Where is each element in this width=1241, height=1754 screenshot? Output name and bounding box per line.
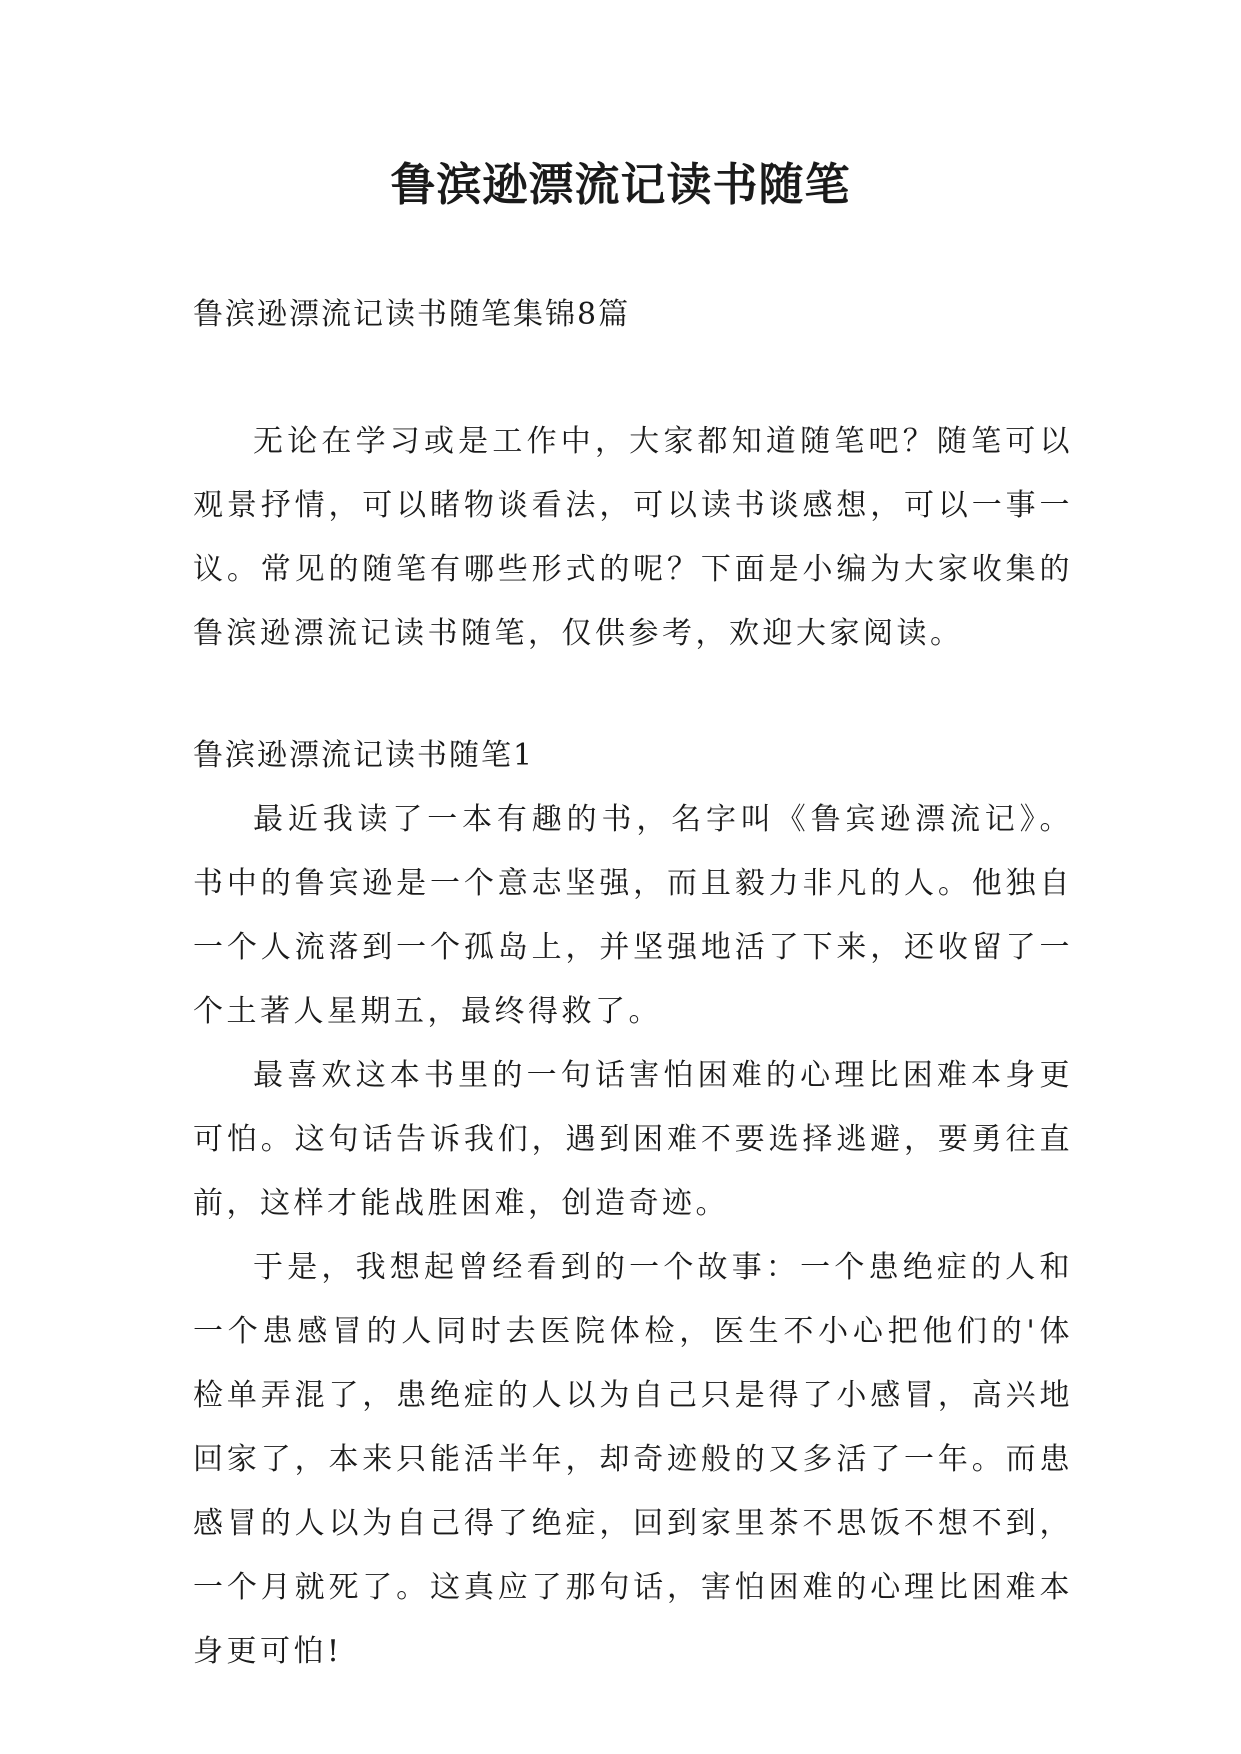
- document-body: [193, 280, 1073, 1684]
- intro-paragraph: 无论在学习或是工作中，大家都知道随笔吧？随笔可以观景抒情，可以睹物谈看法，可以读书谈感想，可以一事一议。常见的随笔有哪些形式的呢？下面是小编为大家收集的鲁滨逊漂流记读书随笔，仅供参考，欢迎大家阅读。: [193, 424, 1073, 651]
- document-subtitle: 鲁滨逊漂流记读书随笔集锦8篇: [193, 297, 631, 332]
- section-heading: 鲁滨逊漂流记读书随笔1: [193, 738, 535, 773]
- body-paragraph: 于是，我想起曾经看到的一个故事：一个患绝症的人和一个患感冒的人同时去医院体检，医生不小心把他们的'体检单弄混了，患绝症的人以为自己只是得了小感冒，高兴地回家了，本来只能活半年，却奇迹般的又多活了一年。而患感冒的人以为自己得了绝症，回到家里茶不思饭不想不到，一个月就死了。这真应了那句话，害怕困难的心理比困难本身更可怕!: [193, 1250, 1073, 1669]
- document-title: 鲁滨逊漂流记读书随笔: [390, 158, 851, 211]
- body-paragraph: 最喜欢这本书里的一句话害怕困难的心理比困难本身更可怕。这句话告诉我们，遇到困难不要选择逃避，要勇往直前，这样才能战胜困难，创造奇迹。: [193, 1058, 1073, 1221]
- body-paragraph: 最近我读了一本有趣的书，名字叫《鲁宾逊漂流记》。书中的鲁宾逊是一个意志坚强，而且毅力非凡的人。他独自一个人流落到一个孤岛上，并坚强地活了下来，还收留了一个土著人星期五，最终得救了。: [193, 802, 1073, 1029]
